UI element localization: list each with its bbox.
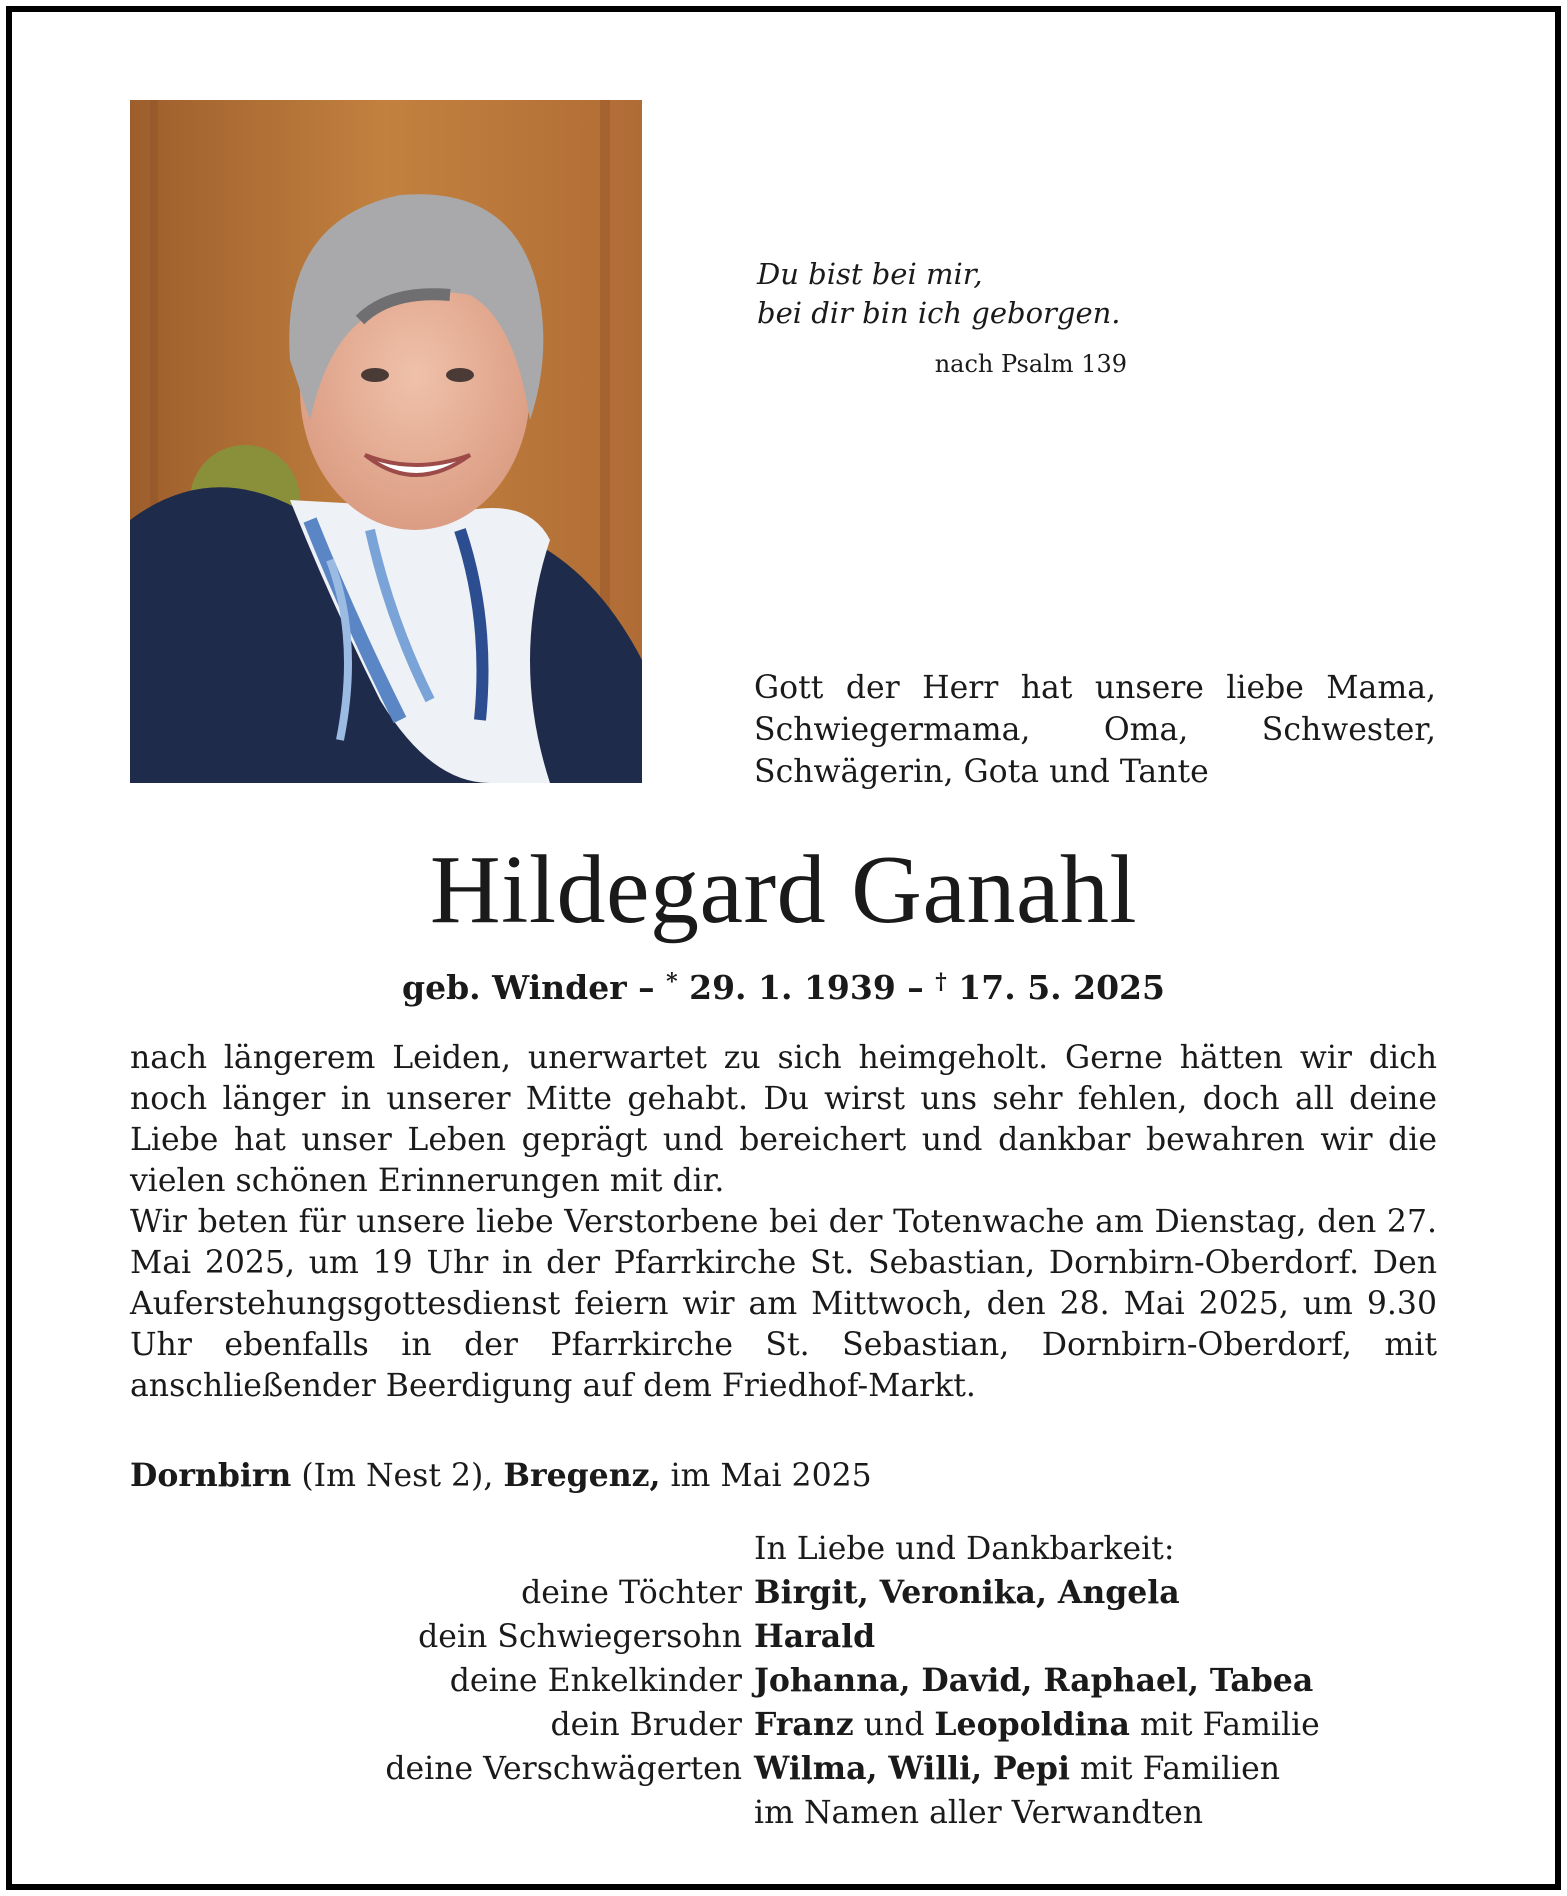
birth-death-line: geb. Winder – * 29. 1. 1939 – † 17. 5. 2025 xyxy=(402,968,1165,1007)
body-paragraph-1: nach längerem Leiden, unerwartet zu sich heimgeholt. Gerne hätten wir dich noch länger in unserer Mitte gehabt. Du wirst uns sehr fehlen, doch all deine Liebe hat unser Leben geprägt und bereichert und dankbar bewahren wir die vielen schönen Erinnerungen mit dir. xyxy=(130,1040,1437,1199)
deceased-name: Hildegard Ganahl xyxy=(429,836,1138,944)
death-date: 17. 5. 2025 xyxy=(958,968,1165,1007)
portrait-photo xyxy=(130,100,642,783)
signer-names: Wilma, Willi, Pepi xyxy=(754,1750,1070,1787)
signer-row xyxy=(130,1703,1437,1747)
place-date-line xyxy=(130,1455,1030,1497)
place-city-2: Bregenz, xyxy=(503,1457,661,1494)
obituary-body xyxy=(130,1038,1437,1407)
intro-text: Gott der Herr hat unsere liebe Mama, Schwiegermama, Oma, Schwester, Schwägerin, Gota und Tante xyxy=(754,670,1436,790)
signer-names: Leopoldina xyxy=(934,1706,1130,1743)
signer-names: Johanna, David, Raphael, Tabea xyxy=(754,1662,1314,1699)
signer-row xyxy=(130,1747,1437,1791)
death-symbol: † xyxy=(935,969,947,995)
signer-row xyxy=(130,1571,1437,1615)
signer-relation: deine Verschwägerten xyxy=(385,1751,742,1787)
body-paragraph-2: Wir beten für unsere liebe Verstorbene bei der Totenwache am Dienstag, den 27. Mai 2025, um 19 Uhr in der Pfarrkirche St. Sebastian, Dornbirn-Oberdorf. Den Auferstehungsgottesdienst feiern wir am Mittwoch, den 28. Mai 2025, um 9.30 Uhr ebenfalls in der Pfarrkirche St. Sebastian, Dornbirn-Oberdorf, mit anschließender Beerdigung auf dem Friedhof-Markt. xyxy=(130,1204,1437,1404)
born-name: geb. Winder xyxy=(402,968,627,1007)
signers-closing-row xyxy=(130,1791,1437,1835)
signer-connector: und xyxy=(853,1707,935,1743)
birth-date: 29. 1. 1939 xyxy=(689,968,896,1007)
signer-suffix: mit Familien xyxy=(1069,1751,1281,1787)
portrait-illustration xyxy=(130,100,642,783)
birth-symbol: * xyxy=(666,969,678,995)
motto-line-1: Du bist bei mir, xyxy=(757,257,983,291)
signer-names: Birgit, Veronika, Angela xyxy=(754,1574,1180,1611)
signer-relation: dein Bruder xyxy=(550,1707,742,1743)
signer-names: Harald xyxy=(754,1618,876,1655)
place-city-1: Dornbirn xyxy=(130,1457,292,1494)
signer-suffix: mit Familie xyxy=(1129,1707,1320,1743)
signer-row xyxy=(130,1615,1437,1659)
motto-quote xyxy=(757,255,1217,384)
motto-line-2: bei dir bin ich geborgen. xyxy=(757,296,1121,330)
place-address: (Im Nest 2), xyxy=(291,1458,504,1494)
place-date: im Mai 2025 xyxy=(660,1458,872,1494)
signer-names: Franz xyxy=(754,1706,854,1743)
signers-block xyxy=(130,1527,1437,1835)
signers-heading-row xyxy=(130,1527,1437,1571)
signers-heading: In Liebe und Dankbarkeit: xyxy=(754,1531,1175,1567)
signers-closing: im Namen aller Verwandten xyxy=(754,1795,1204,1831)
signer-relation: deine Enkelkinder xyxy=(449,1663,742,1699)
signer-relation: deine Töchter xyxy=(521,1575,742,1611)
motto-reference: nach Psalm 139 xyxy=(934,350,1127,378)
signer-relation: dein Schwiegersohn xyxy=(418,1619,742,1655)
signer-row xyxy=(130,1659,1437,1703)
